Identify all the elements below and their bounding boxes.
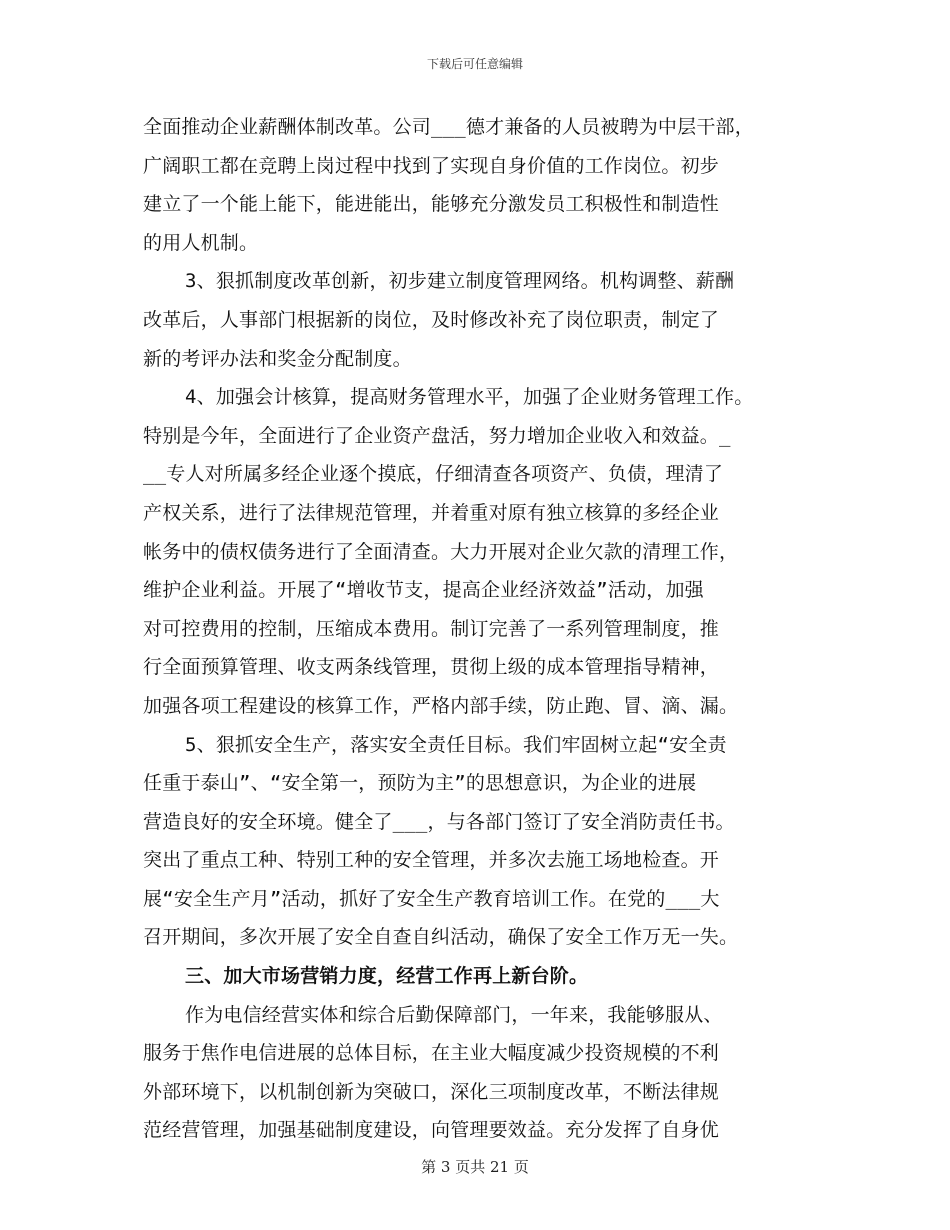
body-line: 特别是今年，全面进行了企业资产盘活，努力增加企业收入和效益。_ [143, 424, 731, 447]
body-line: 帐务中的债权债务进行了全面清查。大力开展对企业欠款的清理工作， [143, 540, 739, 563]
paragraph-start-line: 3、狠抓制度改革创新，初步建立制度管理网络。机构调整、薪酬 [185, 270, 735, 293]
body-line: 广阔职工都在竞聘上岗过程中找到了实现自身价值的工作岗位。初步 [143, 154, 720, 177]
paragraph-start-line: 作为电信经营实体和综合后勤保障部门，一年来，我能够服从、 [185, 1003, 723, 1026]
body-line: 外部环境下，以机制创新为突破口，深化三项制度改革，不断法律规 [143, 1080, 720, 1103]
page-header: 下载后可任意编辑 [426, 57, 523, 71]
paragraph-start-line: 5、狠抓安全生产，落实安全责任目标。我们牢固树立起“安全责 [185, 733, 727, 756]
body-line: 新的考评办法和奖金分配制度。 [143, 347, 412, 370]
body-line: 营造良好的安全环境。健全了___，与各部门签订了安全消防责任书。 [143, 810, 735, 833]
body-line: 范经营管理，加强基础制度建设，向管理要效益。充分发挥了自身优 [143, 1119, 720, 1142]
body-line: 行全面预算管理、收支两条线管理，贯彻上级的成本管理指导精神， [143, 656, 720, 679]
section-heading: 三、加大市场营销力度，经营工作再上新台阶。 [185, 965, 589, 988]
body-line: 对可控费用的控制，压缩成本费用。制订完善了一系列管理制度，推 [143, 617, 720, 640]
page-number: 第 3 页共 21 页 [421, 1158, 529, 1176]
body-line: 服务于焦作电信进展的总体目标，在主业大幅度减少投资规模的不利 [143, 1042, 720, 1065]
body-line: 展“安全生产月”活动，抓好了安全生产教育培训工作。在党的___大 [143, 887, 720, 910]
body-line: 改革后，人事部门根据新的岗位，及时修改补充了岗位职责，制定了 [143, 308, 720, 331]
paragraph-start-line: 4、加强会计核算，提高财务管理水平，加强了企业财务管理工作。 [185, 386, 754, 409]
body-line: 产权关系，进行了法律规范管理，并着重对原有独立核算的多经企业 [143, 501, 720, 524]
body-line: 的用人机制。 [143, 231, 259, 254]
body-line: 突出了重点工种、特别工种的安全管理，并多次去施工场地检查。开 [143, 849, 720, 872]
body-line: 维护企业利益。开展了“增收节支，提高企业经济效益”活动，加强 [143, 579, 704, 602]
body-line: 加强各项工程建设的核算工作，严格内部手续，防止跑、冒、滴、漏。 [143, 694, 739, 717]
body-line: 建立了一个能上能下，能进能出，能够充分激发员工积极性和制造性 [143, 193, 720, 216]
document-body [143, 108, 823, 1150]
body-line: 任重于泰山”、“安全第一，预防为主”的思想意识，为企业的进展 [143, 772, 697, 795]
body-line: 召开期间，多次开展了安全自查自纠活动，确保了安全工作万无一失。 [143, 926, 739, 949]
body-line: __专人对所属多经企业逐个摸底，仔细清查各项资产、负债，理清了 [143, 463, 724, 486]
body-line: 全面推动企业薪酬体制改革。公司___德才兼备的人员被聘为中层干部， [143, 116, 754, 138]
